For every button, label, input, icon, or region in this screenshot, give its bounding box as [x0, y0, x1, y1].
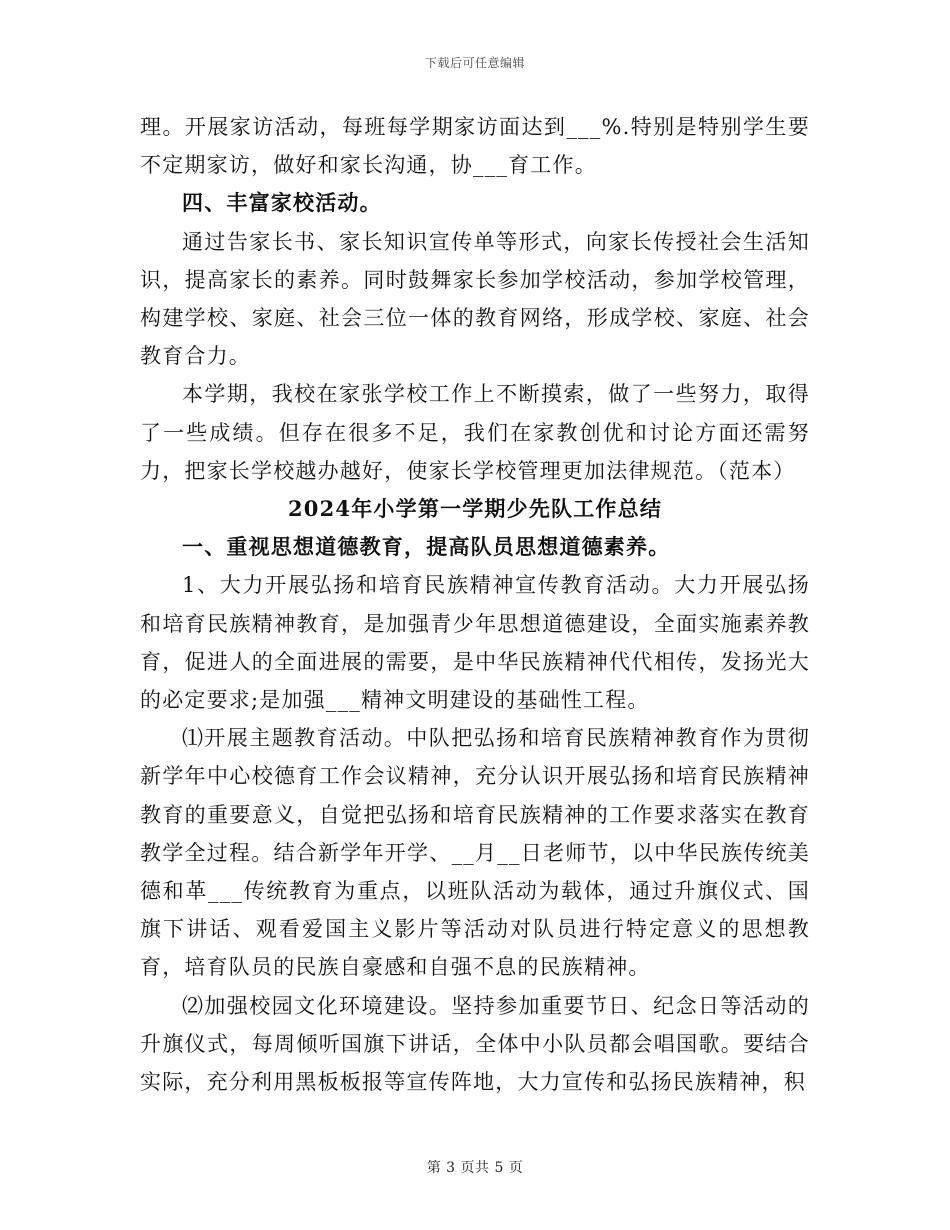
paragraph-semester-summary: 本学期，我校在家张学校工作上不断摸索，做了一些努力，取得了一些成绩。但存在很多不足，我们在家教创优和讨论方面还需努力，把家长学校越办越好，使家长学校管理更加法律规范。（范本） — [140, 382, 810, 483]
paragraph-theme-education: ⑴开展主题教育活动。中队把弘扬和培育民族精神教育作为贯彻新学年中心校德育工作会议精神，充分认识开展弘扬和培育民族精神教育的重要意义，自觉把弘扬和培育民族精神的工作要求落实在教育教学全过程。结合新学年开学、__月__日老师节，以中华民族传统美德和革___传统教育为重点，以班队活动为载体，通过升旗仪式、国旗下讲话、观看爱国主义影片等活动对队员进行特定意义的思想教育，培育队员的民族自豪感和自强不息的民族精神。 — [140, 726, 810, 980]
document-body — [140, 108, 810, 1101]
paragraph-campus-culture: ⑵加强校园文化环境建设。坚持参加重要节日、纪念日等活动的升旗仪式，每周倾听国旗下讲话，全体中小队员都会唱国歌。要结合实际，充分利用黑板板报等宣传阵地，大力宣传和弘扬民族精神，积 — [140, 993, 810, 1095]
page-footer: 第 3 页共 5 页 — [426, 1160, 524, 1176]
section-heading-1: 一、重视思想道德教育，提高队员思想道德素养。 — [182, 534, 671, 560]
paragraph-family-school-activities: 通过告家长书、家长知识宣传单等形式，向家长传授社会生活知识，提高家长的素养。同时鼓舞家长参加学校活动，参加学校管理，构建学校、家庭、社会三位一体的教育网络，形成学校、家庭、社会教育合力。 — [140, 229, 810, 369]
document-title: 2024年小学第一学期少先队工作总结 — [287, 496, 663, 522]
paragraph-national-spirit: 1、大力开展弘扬和培育民族精神宣传教育活动。大力开展弘扬和培育民族精神教育，是加强青少年思想道德建设，全面实施素养教育，促进人的全面进展的需要，是中华民族精神代代相传，发扬光大的必定要求;是加强___精神文明建设的基础性工程。 — [140, 573, 810, 713]
section-heading-4: 四、丰富家校活动。 — [182, 190, 382, 216]
paragraph-continued: 理。开展家访活动，每班每学期家访面达到___%.特别是特别学生要不定期家访，做好和家长沟通，协___育工作。 — [140, 115, 810, 178]
page-header: 下载后可任意编辑 — [424, 56, 525, 70]
